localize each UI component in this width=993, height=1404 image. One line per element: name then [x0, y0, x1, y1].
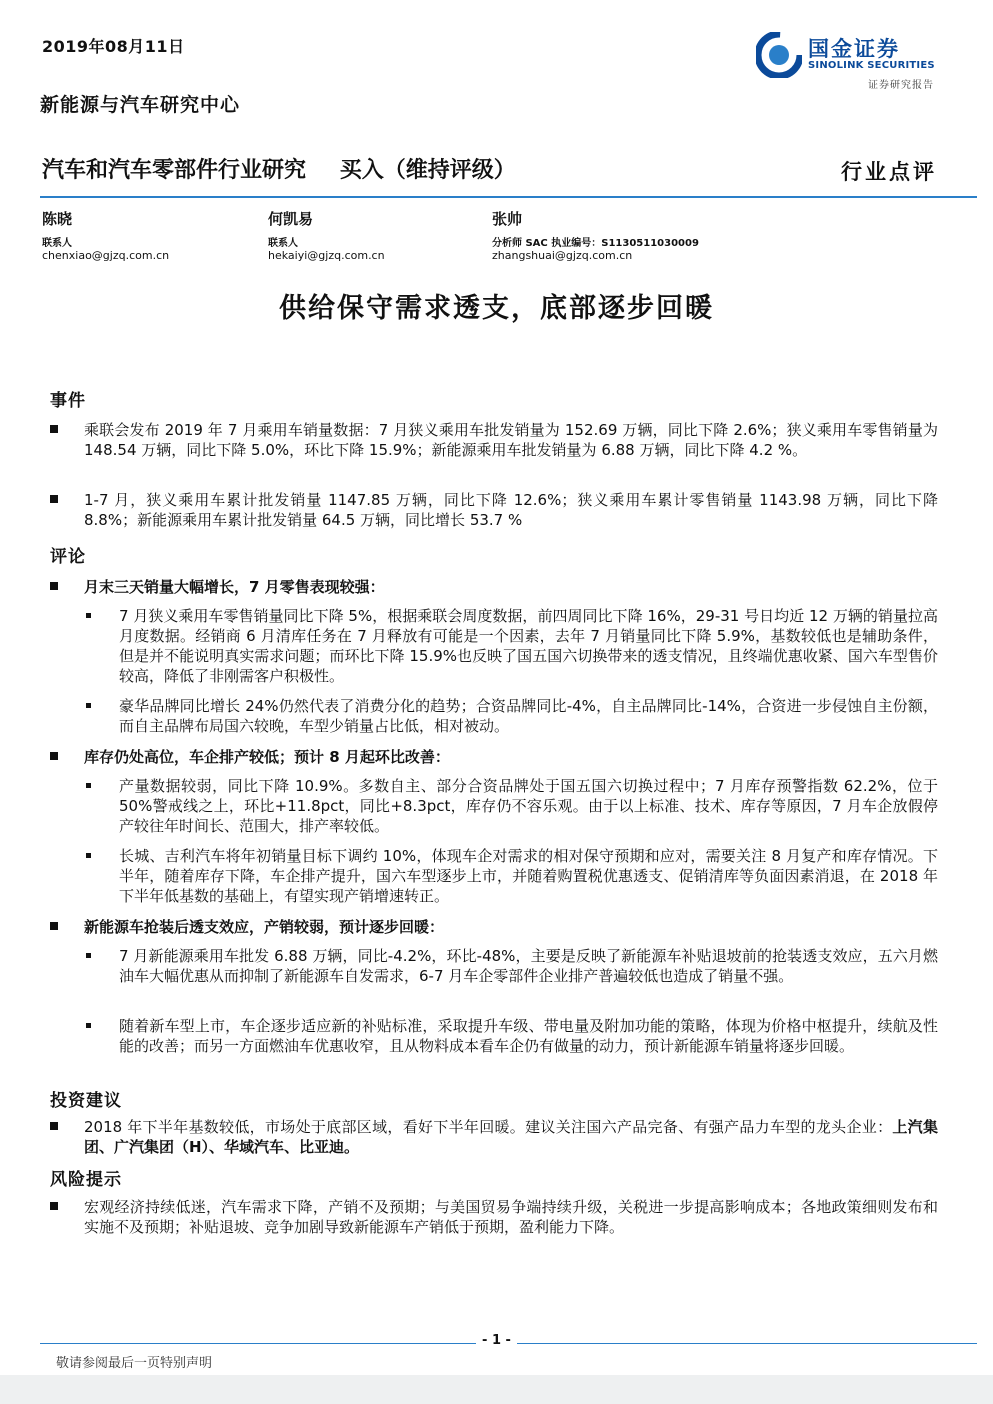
bullet-square-icon — [86, 953, 91, 958]
event-item: 1-7 月，狭义乘用车累计批发销量 1147.85 万辆，同比下降 12.6%；狭义乘用车累计零售销量 1143.98 万辆，同比下降 8.8%；新能源乘用车累计批发销量 64.5 万辆，同比增长 53.7 % — [50, 490, 938, 530]
author-email: hekaiyi@gjzq.com.cn — [268, 249, 385, 262]
bullet-square-icon — [50, 495, 58, 503]
bullet-square-icon — [86, 613, 91, 618]
section-risk: 风险提示 — [50, 1170, 122, 1190]
bottom-band — [0, 1375, 993, 1404]
comment-heading: 库存仍处高位，车企排产较低；预计 8 月起环比改善： — [50, 747, 938, 767]
bullet-square-icon — [50, 1202, 58, 1210]
disclaimer: 敬请参阅最后一页特别声明 — [56, 1356, 213, 1371]
advice-companies: 上汽集团、广汽集团（H）、华域汽车、比亚迪。 — [84, 1118, 938, 1156]
rating: 买入（维持评级） — [339, 158, 516, 183]
logo-cn-text: 国金证券 — [808, 37, 900, 61]
author-role: 分析师 SAC 执业编号：S1130511030009 — [492, 238, 699, 249]
comment-sub-item: 长城、吉利汽车将年初销量目标下调约 10%，体现车企对需求的相对保守预期和应对，需要关注 8 月复产和库存情况。下半年，随着库存下降，车企排产提升，国六车型逐步上市，并随着购置税优惠透支、促销清库等负面因素消退，在 2018 年下半年低基数的基础上，有望实现产销增速转正。 — [86, 846, 938, 906]
bullet-square-icon — [86, 783, 91, 788]
bullet-square-icon — [86, 1023, 91, 1028]
report-headline: 供给保守需求透支，底部逐步回暖 — [279, 293, 714, 324]
author-name: 何凯易 — [268, 210, 314, 228]
bullet-square-icon — [50, 1122, 58, 1130]
comment-sub-item: 随着新车型上市，车企逐步适应新的补贴标准，采取提升车级、带电量及附加功能的策略，体现为价格中枢提升，续航及性能的改善；而另一方面燃油车优惠收窄，且从物料成本看车企仍有做量的动力，预计新能源车销量将逐步回暖。 — [86, 1016, 938, 1056]
author-email: zhangshuai@gjzq.com.cn — [492, 249, 633, 262]
report-category: 证券研究报告 — [868, 80, 934, 91]
industry-title: 汽车和汽车零部件行业研究 — [42, 158, 307, 183]
section-advice: 投资建议 — [50, 1091, 122, 1111]
header-divider — [40, 196, 977, 198]
author-block-3 — [492, 208, 699, 262]
comment-sub-item: 7 月新能源乘用车批发 6.88 万辆，同比-4.2%，环比-48%，主要是反映了新能源车补贴退坡前的抢装透支效应，五六月燃油车大幅优惠从而抑制了新能源车自发需求，6-7 月车企零部件企业排产普遍较低也造成了销量不强。 — [86, 946, 938, 986]
author-email: chenxiao@gjzq.com.cn — [42, 249, 170, 262]
risk-item: 宏观经济持续低迷，汽车需求下降，产销不及预期；与美国贸易争端持续升级，关税进一步提高影响成本；各地政策细则发布和实施不及预期；补贴退坡、竞争加剧导致新能源车产销低于预期，盈利能力下降。 — [50, 1197, 938, 1237]
author-role: 联系人 — [42, 238, 72, 249]
section-event: 事件 — [50, 391, 86, 411]
author-name: 张帅 — [492, 210, 523, 228]
comment-sub-item: 7 月狭义乘用车零售销量同比下降 5%，根据乘联会周度数据，前四周同比下降 16%，29-31 号日均近 12 万辆的销量拉高月度数据。经销商 6 月清库任务在 7 月释放有可能是一个因素，去年 7 月销量同比下降 5.9%，基数较低也是辅助条件，但是并不能说明真实需求问题；而环比下降 15.9%也反映了国五国六切换带来的透支情况，且终端优惠收紧、国六车型售价较高，降低了非刚需客户积极性。 — [86, 606, 938, 686]
page-number-row — [0, 1333, 993, 1348]
bullet-square-icon — [50, 922, 58, 930]
research-center: 新能源与汽车研究中心 — [40, 94, 241, 116]
logo-en-text: SINOLINK SECURITIES — [808, 60, 935, 71]
comment-sub-item: 产量数据较弱，同比下降 10.9%。多数自主、部分合资品牌处于国五国六切换过程中；7 月库存预警指数 62.2%，位于 50%警戒线之上，环比+11.8pct，同比+8.3pct，库存仍不容乐观。由于以上标准、技术、库存等原因，7 月车企放假停产较往年时间长、范围大，排产率较低。 — [86, 776, 938, 836]
advice-text: 2018 年下半年基数较低，市场处于底部区域，看好下半年回暖。建议关注国六产品完备、有强产品力车型的龙头企业： — [84, 1118, 893, 1136]
bullet-square-icon — [86, 853, 91, 858]
report-date: 2019年08月11日 — [42, 37, 185, 56]
bullet-square-icon — [50, 425, 58, 433]
advice-item — [50, 1117, 938, 1157]
report-type: 行业点评 — [841, 160, 937, 184]
author-block-2 — [268, 208, 385, 262]
bullet-square-icon — [86, 703, 91, 708]
comment-sub-item: 豪华品牌同比增长 24%仍然代表了消费分化的趋势；合资品牌同比-4%，自主品牌同比-14%，合资进一步侵蚀自主份额，而自主品牌布局国六较晚，车型少销量占比低，相对被动。 — [86, 696, 938, 736]
sinolink-logo-icon — [756, 32, 802, 78]
author-role: 联系人 — [268, 238, 298, 249]
page-number: - 1 - — [476, 1333, 517, 1348]
comment-heading: 月末三天销量大幅增长，7 月零售表现较强： — [50, 577, 938, 597]
section-comment: 评论 — [50, 547, 86, 567]
industry-title-row — [42, 153, 542, 184]
comment-heading: 新能源车抢装后透支效应，产销较弱，预计逐步回暖： — [50, 917, 938, 937]
bullet-square-icon — [50, 582, 58, 590]
event-item: 乘联会发布 2019 年 7 月乘用车销量数据：7 月狭义乘用车批发销量为 152.69 万辆，同比下降 2.6%；狭义乘用车零售销量为 148.54 万辆，同比下降 5.0%，环比下降 15.9%；新能源乘用车批发销量为 6.88 万辆，同比下降 4.2 %。 — [50, 420, 938, 460]
author-block-1 — [42, 208, 169, 262]
bullet-square-icon — [50, 752, 58, 760]
author-name: 陈晓 — [42, 210, 73, 228]
